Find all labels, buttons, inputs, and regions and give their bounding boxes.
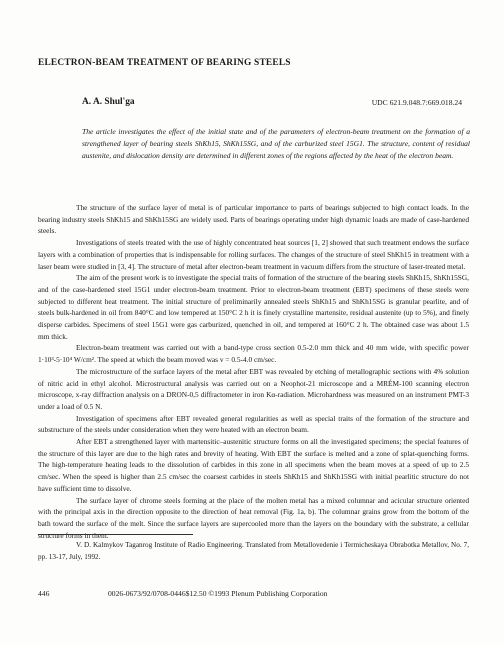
- paragraph: The aim of the present work is to investigate the special traits of formation of the structure of the bearing steels ShKh15, ShKh15SG, and of the case-hardened steel 15G1 under electron-beam treatment. Prior to electron-beam treatment (EBT) specimens of these steels were subjected to different heat treatment. The initial structure of preliminarily annealed steels ShKh15 and ShKh15SG is granular pearlite, and of steels bulk-hardened in oil from 840°C and low tempered at 150°C 2 h it is finely crystalline martensite, residual austenite (up to 5%), and finely disperse carbides. Specimens of steel 15G1 were gas carburized, quenched in oil, and tempered at 160°C 2 h. The obtained case was about 1.5 mm thick.: [38, 273, 469, 341]
- footnote-text: V. D. Kalmykov Taganrog Institute of Radio Engineering. Translated from Metallovedenie i Termicheskaya Obrabotka Metallov, No. 7, pp. 13-17, July, 1992.: [38, 541, 469, 561]
- article-title: ELECTRON-BEAM TREATMENT OF BEARING STEELS: [38, 58, 291, 68]
- paragraph: The microstructure of the surface layers of the metal after EBT was revealed by etching of metallographic sections with 4% solution of nitric acid in ethyl alcohol. Microstructural analysis was carried out on a Neophot-21 microscope and a MRÉM-100 scanning electron microscope, x-ray diffraction analysis on a DRON-0,5 diffractometer in iron Kα-radiation. Microhardness was measured on an instrument PMT-3 under a load of 0.5 N.: [38, 366, 469, 411]
- footnote-divider: [38, 534, 193, 535]
- paragraph: Electron-beam treatment was carried out with a band-type cross section 0.5-2.0 mm thick and 40 mm wide, with specific power 1·10³-5·10⁴ W/cm². The speed at which the beam moved was v = 0.5-4.0 cm/sec.: [38, 343, 469, 365]
- publisher-imprint: 0026-0673/92/0708-0446$12.50 ©1993 Plenum Publishing Corporation: [108, 589, 328, 598]
- article-body: [38, 202, 469, 541]
- page-number: 446: [38, 589, 50, 598]
- paragraph: The surface layer of chrome steels forming at the place of the molten metal has a mixed columnar and acicular structure oriented with the principal axis in the direction opposite to the direction of heat removal (Fig. 1a, b). The columnar grains grow from the bottom of the bath toward the surface of the melt. Since the surface layers are supercooled more than the layers on the boundary with the substrate, a cellular structure forms in them.: [38, 495, 469, 540]
- footnote: [38, 540, 469, 563]
- paragraph: Investigation of specimens after EBT revealed general regularities as well as special traits of the formation of the structure and substructure of the steels under consideration when they were heated with an electron beam.: [38, 413, 469, 435]
- paragraph: The structure of the surface layer of metal is of particular importance to parts of bearings subjected to high contact loads. In the bearing industry steels ShKh15 and ShKh15SG are widely used. Parts of bearings operating under high dynamic loads are made of case-hardened steels.: [38, 203, 469, 236]
- paragraph: Investigations of steels treated with the use of highly concentrated heat sources [1, 2] showed that such treatment endows the surface layers with a combination of properties that is indispensable for rolling surfaces. The changes of the structure of steel ShKh15 in treatment with a laser beam were studied in [3, 4]. The structure of metal after electron-beam treatment in vacuum differs from the structure of laser-treated metal.: [38, 238, 469, 271]
- udc-code: UDC 621.9.048.7:669.018.24: [371, 98, 462, 107]
- abstract: The article investigates the effect of the initial state and of the parameters of electron-beam treatment on the formation of a strengthened layer of bearing steels ShKh15, ShKh15SG, and of the carburized steel 15G1. The structure, content of residual austenite, and dislocation density are determined in different zones of the regions affected by the heat of the electron beam.: [82, 127, 470, 160]
- author-name: A. A. Shul'ga: [82, 97, 135, 107]
- paragraph: After EBT a strengthened layer with martensitic–austenitic structure forms on all the investigated specimens; the special features of the structure of this layer are due to the high rates and brevity of heating. With EBT the surface is melted and a zone of splat-quenching forms. The high-temperature heating leads to the dissolution of carbides in this zone in all specimens when the beam moves at a speed of up to 2.5 cm/sec. When the speed is higher than 2.5 cm/sec the coarsest carbides in steels ShKh15 and ShKh15SG with initial pearlitic structure do not have sufficient time to dissolve.: [38, 437, 469, 493]
